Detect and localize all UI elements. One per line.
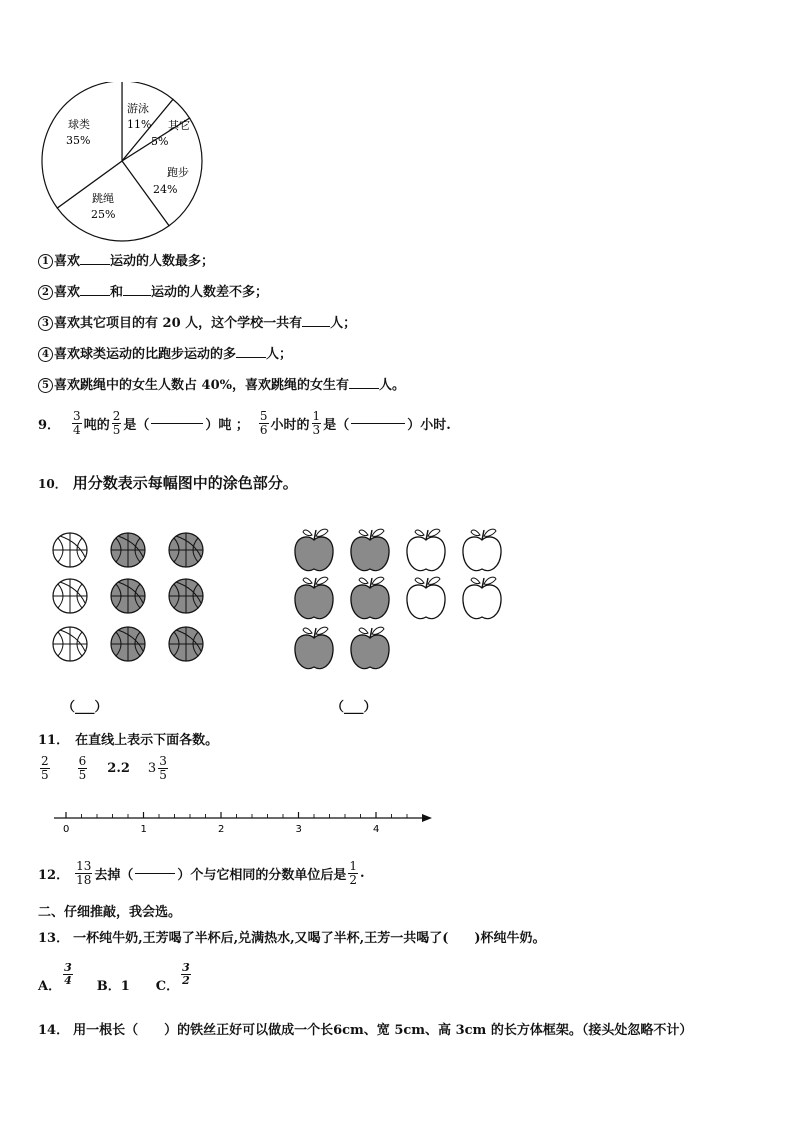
circled-number: 3: [38, 316, 53, 331]
q11-numbers: $\frac{2}{5}$ $\frac{6}{5}$ 2.2 3 $\frac{3}{5}$: [41, 754, 167, 782]
basketball-plain: [53, 579, 87, 613]
apple-shaded: [295, 529, 333, 570]
apple-grid: [288, 524, 518, 674]
number-line-label: 4: [373, 824, 380, 835]
q8-item-3: 3 喜欢其它项目的有 20 人，这个学校一共有 人；: [38, 312, 356, 331]
pie-label-other: 其它: [168, 119, 190, 132]
number-line[interactable]: [50, 808, 435, 838]
answer-blank[interactable]: [80, 264, 110, 265]
pie-label-other-pct: 5%: [151, 135, 169, 148]
q10-answer-left[interactable]: （___）: [62, 700, 108, 715]
basketball-grid: [48, 528, 218, 668]
apple-plain: [407, 529, 445, 570]
answer-blank[interactable]: [123, 295, 151, 296]
pie-label-jump-pct: 25%: [91, 208, 116, 221]
basketball-plain: [53, 627, 87, 661]
basketball-shaded: [169, 627, 203, 661]
circled-number: 5: [38, 378, 53, 393]
pie-label-ball-pct: 35%: [66, 134, 91, 147]
option-b[interactable]: B．1: [96, 979, 130, 995]
apple-plain: [407, 577, 445, 618]
apple-shaded: [351, 627, 389, 668]
question-9: 9． $\frac{3}{4}$ 吨的 $\frac{2}{5}$ 是（ ）吨 ； $\frac{5}{6}$ 小时的 $\frac{1}{3}$ 是（ ）小时.: [38, 409, 451, 437]
answer-blank[interactable]: [80, 295, 110, 296]
option-c[interactable]: C． $\frac{3}{2}$: [155, 961, 190, 995]
question-13: 13． 一杯纯牛奶,王芳喝了半杯后,兑满热水,又喝了半杯,王芳一共喝了( )杯纯牛奶。: [38, 931, 546, 946]
option-a[interactable]: A． $\frac{3}{4}$: [38, 961, 72, 995]
q8-item-5: 5 喜欢跳绳中的女生人数占 40%，喜欢跳绳的女生有 人。: [38, 374, 405, 393]
basketball-shaded: [111, 579, 145, 613]
basketball-shaded: [169, 533, 203, 567]
question-11: 11． 在直线上表示下面各数。: [38, 733, 219, 748]
apple-shaded: [351, 529, 389, 570]
apple-shaded: [295, 627, 333, 668]
question-14: 14． 用一根长（ ）的铁丝正好可以做成一个长6cm、宽 5cm、高 3cm 的长方体框架。（接头处忽略不计）: [38, 1023, 693, 1038]
number-line-label: 3: [295, 824, 302, 835]
number-line-label: 2: [218, 824, 225, 835]
pie-label-swim: 游泳: [127, 102, 149, 115]
apple-shaded: [295, 577, 333, 618]
q8-item-2: 2 喜欢 和 运动的人数差不多；: [38, 281, 268, 300]
pie-label-jump: 跳绳: [92, 192, 114, 205]
pie-chart: [38, 82, 208, 242]
answer-blank[interactable]: [302, 326, 330, 327]
q13-options: [38, 962, 193, 994]
circled-number: 4: [38, 347, 53, 362]
basketball-shaded: [111, 627, 145, 661]
answer-blank[interactable]: [236, 357, 266, 358]
question-12: 12． $\frac{13}{18}$ 去掉（ ）个与它相同的分数单位后是 $\frac{1}{2}$ .: [38, 859, 365, 887]
pie-label-swim-pct: 11%: [127, 118, 152, 131]
q10-answer-right[interactable]: （___）: [331, 700, 377, 715]
q8-item-1: 1 喜欢 运动的人数最多；: [38, 250, 214, 269]
number-line-label: 0: [63, 824, 70, 835]
answer-blank[interactable]: [135, 873, 175, 874]
pie-label-run: 跑步: [167, 166, 189, 179]
circled-number: 1: [38, 254, 53, 269]
basketball-plain: [53, 533, 87, 567]
number-line-label: 1: [140, 824, 147, 835]
answer-blank[interactable]: [151, 423, 203, 424]
pie-label-run-pct: 24%: [153, 183, 178, 196]
pie-label-ball: 球类: [68, 118, 90, 131]
apple-shaded: [351, 577, 389, 618]
answer-blank[interactable]: [349, 388, 379, 389]
section-heading-2: 二、仔细推敲，我会选。: [38, 905, 182, 920]
circled-number: 2: [38, 285, 53, 300]
apple-plain: [463, 577, 501, 618]
q8-item-4: 4 喜欢球类运动的比跑步运动的多 人；: [38, 343, 292, 362]
basketball-shaded: [111, 533, 145, 567]
answer-blank[interactable]: [351, 423, 405, 424]
basketball-shaded: [169, 579, 203, 613]
apple-plain: [463, 529, 501, 570]
question-10: 10． 用分数表示每幅图中的涂色部分。: [38, 474, 298, 492]
